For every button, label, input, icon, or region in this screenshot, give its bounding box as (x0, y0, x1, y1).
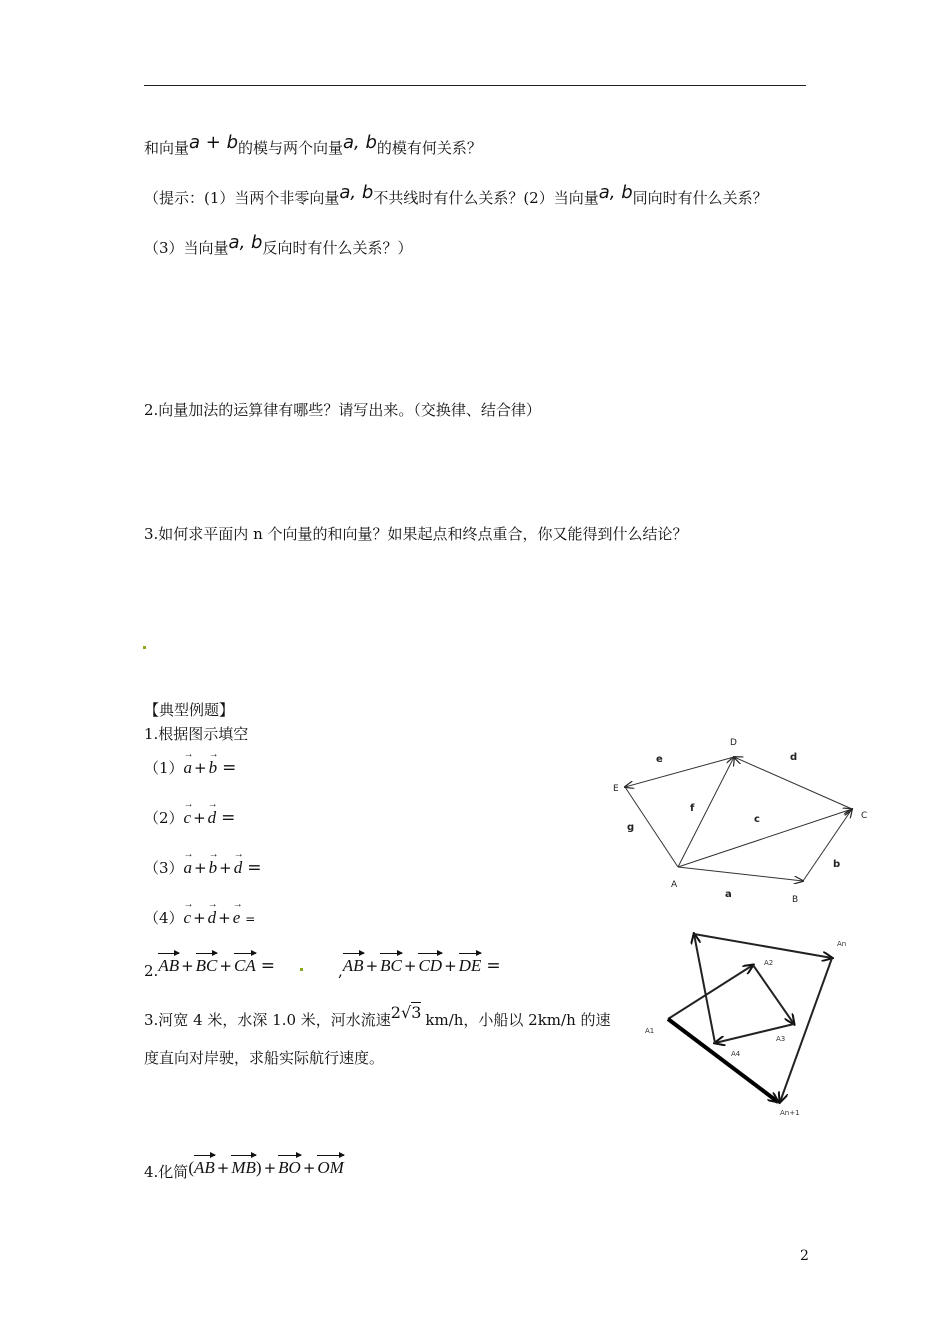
example-1-item-3: （3）→ a +→ b +→ d = (144, 858, 261, 878)
hint-text-2: 不共线时有什么关系？(2）当向量 (373, 189, 599, 207)
hint2-text-2: 反向时有什么关系？） (262, 239, 413, 257)
point-label-A: A (671, 880, 678, 890)
example-3-text-1: 3.河宽 4 米，水深 1.0 米，河水流速 (144, 1011, 391, 1029)
examples-heading: 【典型例题】 (144, 701, 235, 719)
vector-CD: CD (418, 953, 442, 976)
point-label-E: E (613, 784, 619, 794)
example-4: 4.化简(AB + MB) + BO + OM (144, 1155, 344, 1178)
edge-label-a: a (725, 889, 732, 900)
vector-b: → b (209, 758, 218, 778)
edge-a (678, 867, 803, 881)
sqrt-icon: √ (400, 1003, 412, 1022)
label-An1: An+1 (780, 1109, 800, 1117)
equals-sign: = (260, 956, 275, 976)
vector-d: → d (208, 808, 217, 828)
edge-c (678, 809, 852, 867)
point-label-B: B (792, 895, 799, 905)
edge-label-g: g (627, 822, 635, 833)
example-2-number: 2. (144, 962, 159, 980)
marker-dot (300, 968, 303, 971)
vector-a: → a (184, 858, 193, 878)
edge-label-d: d (790, 752, 798, 763)
intro-text-1: 和向量 (144, 139, 190, 157)
vector-c: → c (184, 908, 192, 928)
example-3-text-2: km/h，小船以 2km/h 的速 (425, 1011, 611, 1029)
hint-text-1: （提示：(1）当两个非零向量 (144, 189, 340, 207)
vector-MB: MB (231, 1155, 256, 1178)
vector-e: → e (233, 908, 241, 928)
edge-f (678, 757, 734, 867)
vector-A2-A3 (753, 965, 794, 1024)
item-number: （4） (144, 909, 184, 927)
marker-dot (143, 646, 146, 649)
example-1-title: 1.根据图示填空 (144, 725, 249, 743)
question-3: 3.如何求平面内 n 个向量的和向量？如果起点和终点重合，你又能得到什么结论？ (144, 525, 688, 543)
label-A3: A3 (776, 1035, 786, 1043)
vector-OM: OM (317, 1155, 343, 1178)
equals-sign: = (486, 956, 501, 976)
hint-expr-1: a, b (339, 182, 374, 203)
vector-A4-A5 (694, 934, 715, 1043)
point-label-C: C (861, 811, 868, 821)
vector-b: → b (209, 858, 218, 878)
item-number: （3） (144, 859, 184, 877)
label-A1: A1 (645, 1027, 655, 1035)
vector-DE: DE (459, 953, 482, 976)
label-A4: A4 (731, 1050, 741, 1058)
vector-BC: BC (196, 953, 218, 976)
expr-a-b: a, b (343, 132, 377, 153)
vector-d: → d (208, 908, 217, 928)
pentagon-vector-figure (605, 730, 880, 910)
vector-c: → c (184, 808, 192, 828)
equals-sign: = (245, 912, 256, 926)
page-number: 2 (800, 1248, 809, 1264)
vector-d: → d (234, 858, 243, 878)
sqrt-expression (391, 1003, 422, 1022)
example-3-line-2: 度直向对岸驶，求船实际航行速度。 (144, 1049, 385, 1067)
example-3-line-1 (144, 1003, 611, 1030)
sqrt-coefficient: 2 (390, 1003, 401, 1022)
example-4-text: 4.化简 (144, 1163, 189, 1181)
equals-sign: = (222, 758, 237, 778)
hint2-expr: a, b (228, 232, 263, 253)
vector-An-An1 (780, 958, 832, 1102)
example-1-item-2: （2）→ c +→ d = (144, 808, 235, 828)
polygon-vectors-figure (640, 920, 860, 1120)
hint-line-2 (144, 232, 413, 258)
vector-a: → a (184, 758, 193, 778)
vector-BO: BO (278, 1155, 301, 1178)
question-2: 2.向量加法的运算律有哪些？请写出来。（交换律、结合律） (144, 401, 541, 419)
separator-comma: , (338, 962, 343, 980)
vector-AB: AB (194, 1155, 215, 1178)
header-rule (144, 85, 806, 86)
hint2-text-1: （3）当向量 (144, 239, 229, 257)
vector-AB: AB (158, 953, 179, 976)
example-1-item-4: （4）→ c +→ d +→ e = (144, 908, 255, 929)
edge-e (625, 757, 734, 787)
intro-line-1 (144, 132, 482, 158)
vector-A1-A2 (668, 965, 753, 1019)
equals-sign: = (221, 808, 236, 828)
vector-to-An (694, 934, 832, 958)
label-An: An (837, 940, 847, 948)
equals-sign: = (247, 858, 262, 878)
item-number: （1） (144, 759, 184, 777)
example-1-item-1: （1）→ a +→ b = (144, 758, 236, 778)
expr-a-plus-b: a + b (189, 132, 238, 153)
sqrt-radicand: 3 (411, 1003, 422, 1022)
vector-CA: CA (234, 953, 256, 976)
hint-expr-2: a, b (598, 182, 633, 203)
vector-BC: BC (380, 953, 402, 976)
intro-text-2: 的模与两个向量 (238, 139, 344, 157)
point-label-D: D (730, 738, 737, 748)
vector-AB: AB (343, 953, 364, 976)
example-2-part-b: ,AB + BC + CD + DE = (338, 953, 501, 976)
item-number: （2） (144, 809, 184, 827)
edge-label-c: c (754, 814, 760, 825)
edge-b (803, 809, 852, 881)
intro-text-3: 的模有何关系？ (376, 139, 482, 157)
label-A2: A2 (764, 959, 774, 967)
hint-line-1 (144, 182, 768, 208)
hint-text-3: 同向时有什么关系？ (632, 189, 768, 207)
edge-label-b: b (833, 859, 841, 870)
edge-label-e: e (656, 754, 663, 765)
example-2: 2.AB + BC + CA = (144, 953, 275, 976)
edge-label-f: f (690, 803, 695, 814)
edge-d (734, 757, 852, 809)
